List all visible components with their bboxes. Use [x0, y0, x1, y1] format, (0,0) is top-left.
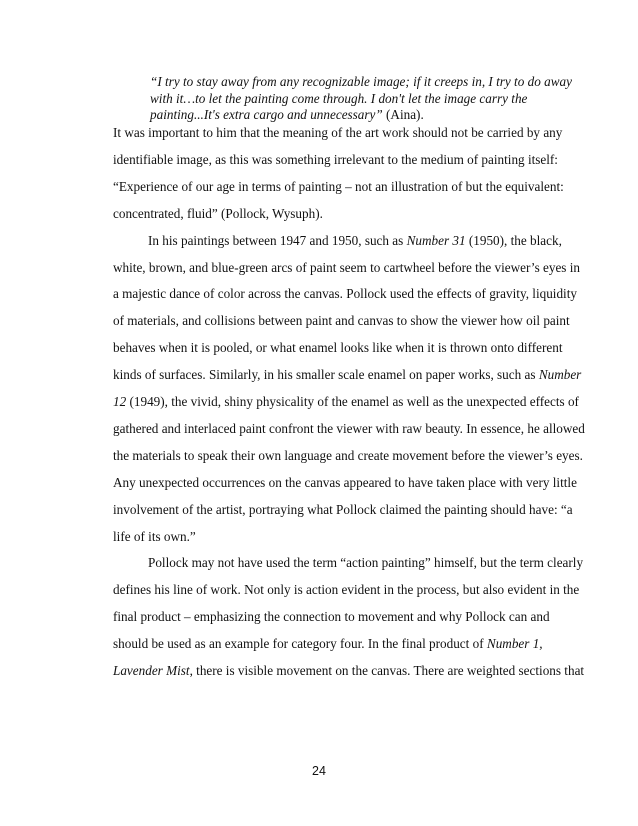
- quote-line-3-text: painting...It's extra cargo and unnecessary”: [150, 107, 383, 122]
- text-segment: the materials to speak their own language and create movement before the viewer’s eyes.: [113, 447, 583, 463]
- text-segment: kinds of surfaces. Similarly, in his smaller scale enamel on paper works, such as: [113, 367, 539, 383]
- quote-line-1: “I try to stay away from any recognizable image; if it creeps in, I try to do away: [150, 74, 572, 89]
- text-segment: , there is visible movement on the canvas. There are weighted sections that: [189, 663, 585, 678]
- block-quote: [150, 74, 570, 124]
- body-line: [148, 233, 562, 249]
- text-segment: (1950), the black,: [465, 232, 562, 248]
- text-segment: behaves when it is pooled, or what enamel looks like when it is thrown onto different: [113, 340, 563, 356]
- body-line: [113, 179, 564, 195]
- text-segment: involvement of the artist, portraying what Pollock claimed the painting should have: “a: [113, 501, 573, 517]
- text-segment: white, brown, and blue-green arcs of paint seem to cartwheel before the viewer’s eyes in: [113, 259, 580, 275]
- italic-title: Lavender Mist: [113, 663, 190, 678]
- body-line: [113, 313, 570, 329]
- text-segment: should be used as an example for category four. In the final product of: [113, 636, 487, 652]
- quote-line-2: with it…to let the painting come through. I don't let the image carry the: [150, 90, 528, 106]
- text-segment: concentrated, fluid” (Pollock, Wysuph).: [113, 205, 323, 221]
- text-segment: life of its own.”: [113, 528, 196, 544]
- body-line: [113, 609, 550, 625]
- body-line: [113, 394, 579, 410]
- text-segment: final product – emphasizing the connection to movement and why Pollock can and: [113, 609, 550, 625]
- text-segment: Pollock may not have used the term “action painting” himself, but the term clearly: [148, 555, 584, 571]
- text-segment: It was important to him that the meaning of the art work should not be carried by any: [113, 125, 563, 140]
- italic-title: Number 1,: [486, 636, 543, 652]
- text-segment: identifiable image, as this was something irrelevant to the medium of painting itself:: [113, 151, 558, 167]
- body-line: [113, 152, 558, 168]
- body-line: [113, 663, 584, 679]
- italic-title: Number: [538, 367, 582, 383]
- body-line: [113, 367, 581, 383]
- text-segment: a majestic dance of color across the canvas. Pollock used the effects of gravity, liquidity: [113, 286, 577, 302]
- body-line: [148, 555, 583, 571]
- body-line: [113, 340, 563, 356]
- body-line: [113, 636, 543, 652]
- text-segment: of materials, and collisions between paint and canvas to show the viewer how oil paint: [113, 313, 570, 329]
- body-line: [113, 502, 573, 518]
- italic-title: 12: [113, 394, 127, 409]
- body-line: [113, 421, 585, 437]
- body-line: [113, 125, 562, 141]
- text-segment: (1949), the vivid, shiny physicality of the enamel as well as the unexpected effects of: [126, 394, 579, 409]
- body-line: [113, 582, 579, 598]
- quote-citation: (Aina).: [382, 107, 424, 122]
- italic-title: Number 31: [406, 232, 466, 248]
- body-line: [113, 475, 577, 491]
- body-line: [113, 260, 580, 276]
- text-segment: Any unexpected occurrences on the canvas appeared to have taken place with very little: [113, 474, 577, 490]
- text-segment: defines his line of work. Not only is action evident in the process, but also evident in the: [113, 582, 580, 598]
- body-line: [113, 206, 323, 222]
- page-number: 24: [312, 764, 326, 778]
- text-segment: In his paintings between 1947 and 1950, such as: [148, 232, 407, 248]
- text-segment: gathered and interlaced paint confront the viewer with raw beauty. In essence, he allowed: [113, 420, 585, 436]
- quote-line-3: [150, 107, 570, 124]
- text-segment: “Experience of our age in terms of painting – not an illustration of but the equivalent:: [113, 178, 564, 194]
- body-line: [113, 286, 577, 302]
- body-line: [113, 529, 196, 545]
- body-line: [113, 448, 583, 464]
